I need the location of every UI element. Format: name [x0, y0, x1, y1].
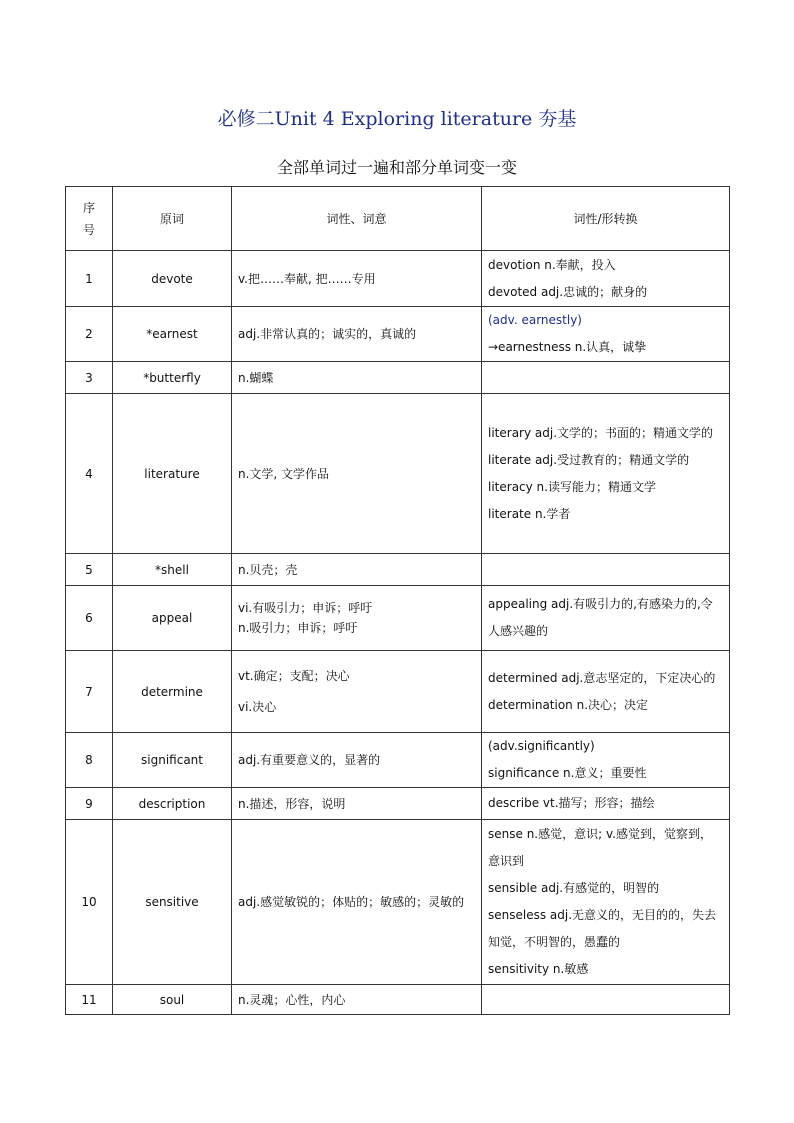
page-title: 必修二Unit 4 Exploring literature 夯基	[217, 108, 577, 130]
table-row	[66, 362, 730, 394]
table-row	[66, 586, 730, 651]
row-word: determine	[113, 651, 232, 733]
row-word: *earnest	[113, 307, 232, 362]
row-number: 3	[66, 362, 113, 394]
row-forms: determined adj.意志坚定的，下定决心的 determination n.决心；决定	[482, 651, 730, 733]
row-forms: devotion n.奉献，投入 devoted adj.忠诚的；献身的	[482, 251, 730, 307]
table-row	[66, 820, 730, 985]
row-forms: appealing adj.有吸引力的,有感染力的,令人感兴趣的	[482, 586, 730, 651]
row-meaning: n.描述，形容，说明	[232, 788, 482, 820]
row-meaning: n.蝴蝶	[232, 362, 482, 394]
row-meaning: adj.感觉敏锐的；体贴的；敏感的；灵敏的	[232, 820, 482, 985]
row-meaning: adj.非常认真的；诚实的，真诚的	[232, 307, 482, 362]
row-number: 9	[66, 788, 113, 820]
row-number: 4	[66, 394, 113, 554]
table-row	[66, 733, 730, 788]
row-word: description	[113, 788, 232, 820]
table-row	[66, 307, 730, 362]
header-number: 序 号	[66, 187, 113, 251]
page-subtitle: 全部单词过一遍和部分单词变一变	[276, 158, 517, 177]
row-forms: sense n.感觉，意识; v.感觉到，觉察到，意识到 sensible adj.有感觉的，明智的 senseless adj.无意义的，无目的的，失去知觉，不明智的，愚蠢的 sensitivity n.敏感	[482, 820, 730, 985]
table-row	[66, 251, 730, 307]
table-row	[66, 394, 730, 554]
table-row	[66, 651, 730, 733]
row-number: 10	[66, 820, 113, 985]
row-forms: (adv.significantly) significance n.意义；重要性	[482, 733, 730, 788]
row-forms	[482, 985, 730, 1015]
header-forms: 词性/形转换	[482, 187, 730, 251]
row-word: *butterfly	[113, 362, 232, 394]
vocabulary-table	[65, 186, 730, 1015]
table-row	[66, 554, 730, 586]
row-forms	[482, 554, 730, 586]
row-meaning: n.文学, 文学作品	[232, 394, 482, 554]
row-meaning: n.灵魂；心性，内心	[232, 985, 482, 1015]
row-word: significant	[113, 733, 232, 788]
row-word: literature	[113, 394, 232, 554]
row-forms: describe vt.描写；形容；描绘	[482, 788, 730, 820]
row-number: 7	[66, 651, 113, 733]
table-row	[66, 985, 730, 1015]
header-meaning: 词性、词意	[232, 187, 482, 251]
row-number: 6	[66, 586, 113, 651]
row-meaning: n.贝壳；壳	[232, 554, 482, 586]
row-number: 1	[66, 251, 113, 307]
table-row	[66, 788, 730, 820]
row-word: devote	[113, 251, 232, 307]
row-forms: (adv. earnestly) →earnestness n.认真，诚挚	[482, 307, 730, 362]
table-header-row	[66, 187, 730, 251]
row-number: 2	[66, 307, 113, 362]
row-number: 8	[66, 733, 113, 788]
row-forms: literary adj.文学的；书面的；精通文学的 literate adj.受过教育的；精通文学的 literacy n.读写能力；精通文学 literate n.学者	[482, 394, 730, 554]
row-number: 5	[66, 554, 113, 586]
row-number: 11	[66, 985, 113, 1015]
row-word: soul	[113, 985, 232, 1015]
row-meaning: v.把……奉献, 把……专用	[232, 251, 482, 307]
row-meaning: vi.有吸引力；申诉；呼吁 n.吸引力；申诉；呼吁	[232, 586, 482, 651]
row-word: *shell	[113, 554, 232, 586]
row-word: sensitive	[113, 820, 232, 985]
row-meaning: vt.确定；支配；决心 vi.决心	[232, 651, 482, 733]
row-word: appeal	[113, 586, 232, 651]
row-meaning: adj.有重要意义的，显著的	[232, 733, 482, 788]
row-forms	[482, 362, 730, 394]
header-word: 原词	[113, 187, 232, 251]
